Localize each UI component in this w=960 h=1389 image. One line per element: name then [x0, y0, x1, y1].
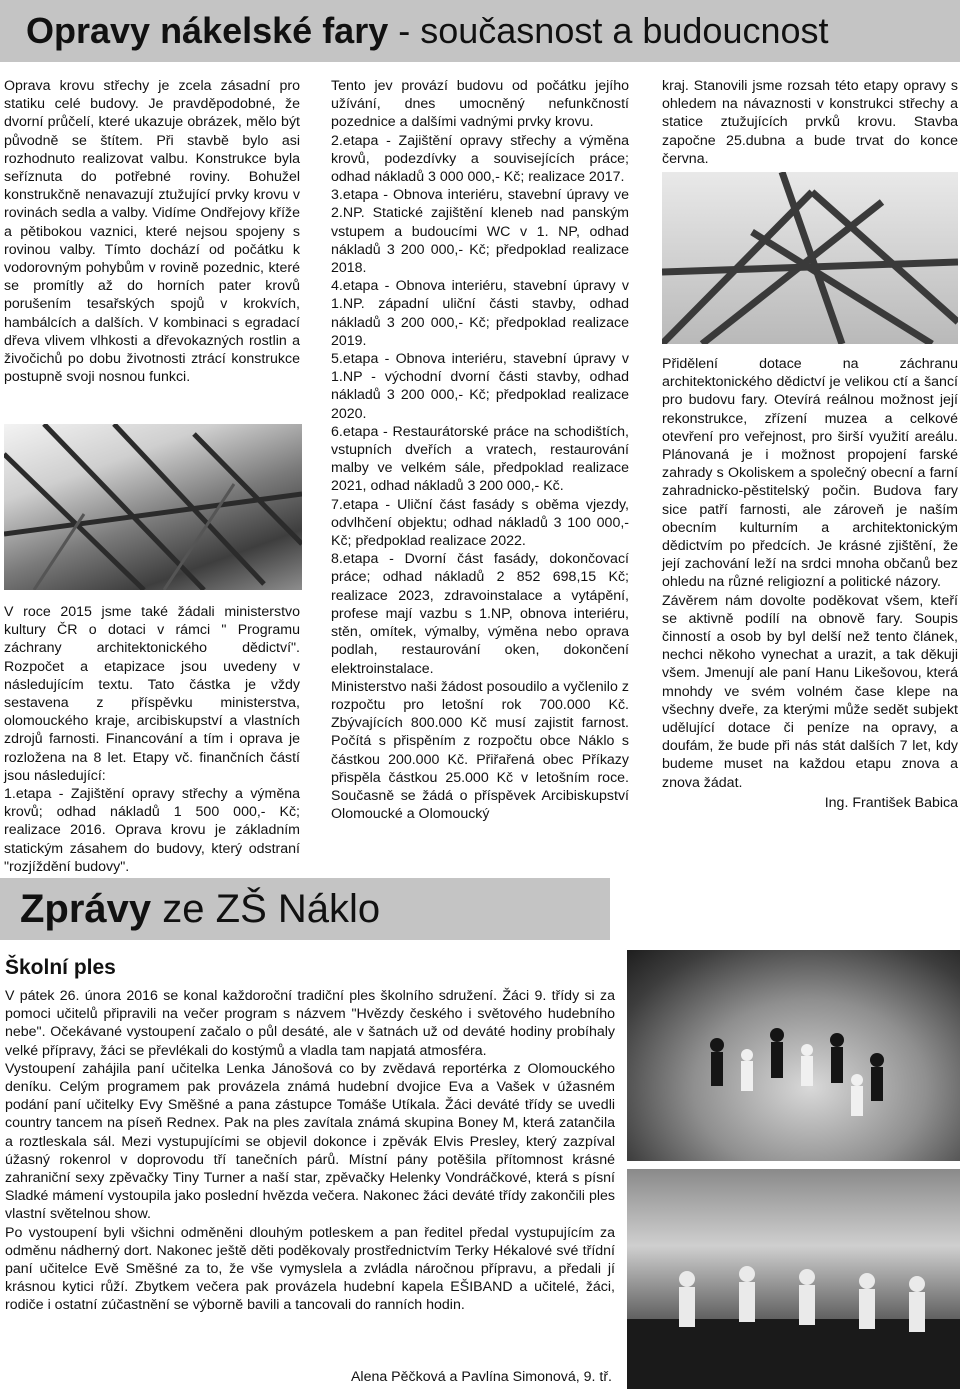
- ples-signature: Alena Pěčková a Pavlína Simonová, 9. tř.: [350, 1369, 612, 1385]
- page-title: [26, 8, 829, 54]
- article-column-2: [331, 77, 629, 823]
- attic-photo: [4, 424, 302, 590]
- article-paragraph: 6.etapa - Restaurátorské práce na schodištích, vstupních dveřích a vratech, restaurování malby ve velkém sále, předpoklad realizace 2021, odhad nákladů 3 200 000,- Kč.: [331, 423, 629, 495]
- article-paragraph: Ministerstvo naši žádost posoudilo a vyčlenilo z rozpočtu pro letošní rok 700.000 Kč. Zbývajících 800.000 Kč musí zajistit farnost. Počítá s přispěním z rozpočtu obce Náklo s částkou 200.000 Kč. Přiřařená obec Příkazy přispěla částkou 25.000 Kč v letošním roce. Současně se žádá o příspěvek Arcibiskupství Olomoucké a Olomoucký: [331, 678, 629, 823]
- school-news-title-rest: ze ZŠ Náklo: [151, 887, 381, 931]
- dance-photo: [627, 950, 960, 1161]
- ples-paragraph: Po vystoupení byli všichni odměněni dlouhým potleskem a pan ředitel předal vystupujícím za odměnu nádherný dort. Nakonec ještě děti poděkovaly prostřednictvím Terky Hékalové své třídní paní učitelce Evě Směšné za to, že vše vymyslela a zvládla náročnou přípravu, a předali jí krásnou kytici růží. Zbytkem večera pak provázela hudební kapela EŠIBAND a učitelé, žáci, rodiče i ostatní zúčastnění se výborně bavili a tancovali do ranních hodin.: [5, 1224, 615, 1314]
- ples-article: [5, 987, 615, 1315]
- article-paragraph: 1.etapa - Zajištění opravy střechy a výměna krovů; odhad nákladů 1 500 000,- Kč; realizace 2016. Oprava krovu je základním statickým zásahem do budovy, který odstraní "rozjíždění budovy".: [4, 786, 300, 875]
- article-paragraph: Oprava krovu střechy je zcela zásadní pro statiku celé budovy. Je pravděpodobné, že dvorní průčelí, které ukazuje obrázek, mělo být původně se štítem. Při stavbě bylo asi rozhodnuto realizovat valbu. Konstrukce byla seříznuta do potřebné roviny. Bohužel konstrukčně nenavazují ztužující prvky krovu v rovinách sedla a valby. Vidíme Ondřejovy kříže a pětibokou vaznici, které nejsou spojeny s rovinou valby. Tímto dochází od počátku k vodorovným pohybům v rovině pozednic, které se promítly až do horních pater krovů porušením tesařských spojů v krokvích, hambálcích a dalších. V kombinaci s egradací dřeva vlivem vlhkosti a dřevokazných rostlin a živočichů po dobu životnosti ztrácí konstrukce postupně svoji nosnou funkci.: [4, 78, 300, 386]
- ples-heading: Školní ples: [5, 956, 116, 979]
- article-paragraph: 2.etapa - Zajištění opravy střechy a výměna krovů, podezdívky a souvisejících práce; odhad nákladů 3 000 000,- Kč; realizace 2017.: [331, 132, 629, 186]
- article-paragraph: 8.etapa - Dvorní část fasády, dokončovací práce; odhad nákladů 2 852 698,15 Kč; realizace 2023, zdravoinstalace a vytápění, profese mají vazbu s 1.NP, obnova interiéru, stěn, omítek, výmalby, výměna nebo oprava podlah, restaurování oken, dokončení elektroinstalace.: [331, 551, 629, 677]
- page-title-bold: Opravy nákelské fary: [26, 10, 389, 51]
- school-news-title-bold: Zprávy: [20, 887, 152, 931]
- article-signature: Ing. František Babica: [824, 794, 958, 811]
- article-paragraph: kraj. Stanovili jsme rozsah této etapy opravy s ohledem na návaznosti v konstrukci střechy a statice ztužujících prvků krovu. Stavba započne 25.dubna a bude trvat do konce června.: [662, 78, 958, 167]
- article-column-1: [4, 77, 300, 386]
- roof-truss-photo: [662, 172, 958, 344]
- group-scene-graphic: [627, 1169, 960, 1389]
- article-paragraph: 7.etapa - Uliční část fasády s oběma vjezdy, odvlhčení objektu; odhad nákladů 3 100 000,- Kč; předpoklad realizace 2022.: [331, 496, 629, 550]
- school-news-title: [20, 884, 380, 934]
- article-paragraph: 3.etapa - Obnova interiéru, stavební úpravy ve 2.NP. Statické zajištění kleneb nad panským vstupem a budoucími WC v 1. NP, odhad nákladů 3 200 000,- Kč; předpoklad realizace 2018.: [331, 187, 629, 277]
- article-paragraph: V roce 2015 jsme také žádali ministerstvo kultury ČR o dotaci v rámci " Programu záchrany architektonického dědictví". Rozpočet a etapizace jsou uvedeny v následujícím textu. Tato částka je vždy sestavena z příspěvku ministerstva, olomouckého kraje, arcibiskupství a vlastních zdrojů farnosti. Financování a tím i oprava je rozložena na 8 let. Etapy vč. finančních částí jsou následující:: [4, 604, 300, 784]
- article-paragraph: Závěrem nám dovolte poděkovat všem, kteří se aktivně podílí na obnově fary. Soupis činností a osob by byl delší než tento článek, nechci někoho vynechat a urazit, a tak děkuji všem. Jmenují ale paní Hanu Likešovou, která mnohdy ve svém volném čase klepe na všechny dveře, za kterými může sedět subjekt udělující dotace či peníze na opravy, a doufám, že bude při nás stát dalších 7 let, kdy budeme muset na každou etapu znova a znova žádat.: [662, 592, 958, 791]
- article-paragraph: Tento jev provází budovu od počátku jejího užívání, dnes umocněný nefunkčností pozednice a dalšími vadnými prvky krovu.: [331, 78, 629, 131]
- article-paragraph: 5.etapa - Obnova interiéru, stavební úpravy v 1.NP - východní dvorní části stavby, odhad nákladů 3 200 000,- Kč; předpoklad realizace 2020.: [331, 351, 629, 422]
- article-column-3: [662, 77, 958, 168]
- article-paragraph: 4.etapa - Obnova interiéru, stavební úpravy v 1.NP. západní uliční části stavby, odhad nákladů 3 200 000,- Kč; předpoklad realizace 2019.: [331, 278, 629, 349]
- ples-paragraph: Vystoupení zahájila paní učitelka Lenka Jánošová co by zvědavá reportérka z Olomouckého deníku. Celým programem pak provázela známá hudební dvojice Eva a Vašek v úžasném podání paní učitelky Evy Směšné a pana zástupce Tomáše Utíkala. Žáci deváté třídy se uvedli country tancem na píseň Rednex. Pak na ples zavítala známá skupina Boney M, která zatančila a roztleskala sál. Mezi vystupujícími se objevil dokonce i zpěvák Elvis Presley, který zazpíval úžasný rokenrol v doprovodu tří tanečních párů. Místní pány potěšila přítomnost krásné zahraniční sexy zpěvačky Tiny Turner a naší star, zpěvačky Helenky Vondráčkové, která s písní Sladké mámení vystoupila jako poslední hvězda večera. Nakonec žáci deváté třídy zakončili ples vlastní světelnou show.: [5, 1060, 615, 1223]
- dance-scene-graphic: [627, 950, 960, 1161]
- article-column-1-lower: [4, 603, 300, 876]
- article-column-3-lower: [662, 355, 958, 812]
- page-title-rest: - současnost a budoucnost: [388, 10, 829, 51]
- ples-paragraph: V pátek 26. února 2016 se konal každoroční tradiční ples školního sdružení. Žáci 9. třídy si za pomoci učitelů připravili na večer program s názvem "Hvězdy českého i světového hudebního nebe". Očekávané vystoupení začalo o půl desáté, ale v šatnách už od deváté hodiny probíhaly velké přípravy, žáci se převlékali do kostýmů a vladla tam napjatá atmosféra.: [5, 988, 615, 1059]
- roof-truss-graphic: [662, 172, 958, 344]
- article-paragraph: Přidělení dotace na záchranu architektonického dědictví je velikou ctí a šancí pro budovu fary. Otevírá reálnou možnost její rekonstrukce, zřízení muzea a celkové otevření pro veřejnost, pro širší využití areálu. Plánovaná je i možnost propojení farské zahrady s Okoliskem a společný obecní a farní zahradnicko-pěstitelský počin. Budova fary sice patří farnosti, ale zároveň je naším obecním kulturním a architektonickým dědictvím po předcích. Je krásné zjištění, že její zachování leží na srdci mnoha občanů bez ohledu na různé religiozní a politické názory.: [662, 356, 958, 591]
- attic-rafters-graphic: [4, 424, 302, 590]
- group-photo: [627, 1169, 960, 1389]
